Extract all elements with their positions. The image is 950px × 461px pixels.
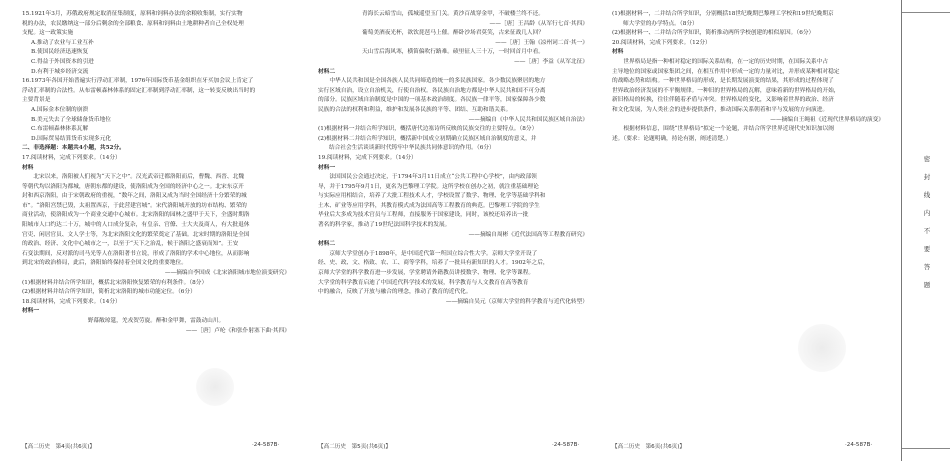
poem-line: 葡萄美酒夜光杯，欲饮琵琶马上催。醉卧沙场君莫笑，古来征战几人回？ xyxy=(362,30,544,37)
q20-material: 和文化发展，为人类社会的进步提供条件，推动国际关系朝着和平与发展的方向演进。 xyxy=(612,106,829,113)
q17-material: 石变法期间，反对派的司马光等人在洛阳著书立说，形成了洛阳的学术中心地位，从而影响 xyxy=(22,250,250,257)
q15-stem: 15.1921年3月，苏俄政府规定取消征集制度，原料和饲料办法的余粮收集制，实行实物 xyxy=(22,11,243,17)
seal-char: 封 xyxy=(923,173,931,181)
q16-stem: 16.1973年各国开始普遍实行浮动汇率制，1976年国际货币基金组织在牙买加会议上肯定了 xyxy=(22,78,254,85)
poem-source: ——［唐］王翰《凉州词二首·其一》 xyxy=(495,39,588,46)
material-label: 材料一 xyxy=(22,308,40,315)
poem-line: 野幕敞琼筵，羌戎贺劳旋。醉和金甲舞，雷鼓动山川。 xyxy=(87,318,225,324)
q20-material: 世界格局是指一种相对稳定的国际关系结构，在一定的历史时期，在国际关系中占 xyxy=(612,58,829,65)
q18-material: 的部分。民族区域自治制度是中国的一项基本政治制度。各民族一律平等，国家保障各少数 xyxy=(318,97,546,104)
watermark-stamp xyxy=(798,324,846,372)
q17-material: 等朝代均以洛阳为都城，唐朝东都的建设，使洛阳成为全国的经济中心之一。北宋东京开 xyxy=(22,183,244,190)
q20-task: 述。（要求：论题明确，持论有据，阐述清楚。） xyxy=(612,135,732,142)
q19-part-2: (2)根据材料一、二并结合所学知识，简析推动两所学校创建的相似原因。（6分） xyxy=(612,30,815,37)
q19-material: 导，并于1795年9月1日，更名为巴黎理工学院。这所学校在创办之初，就注重基础理论 xyxy=(318,183,539,190)
material-label: 材料 xyxy=(22,164,34,171)
page-footer-code: ·24-587B· xyxy=(845,442,873,448)
q18-part-1: (1)根据材料一并结合所学知识，概括唐代边塞诗所反映的民族交往的主要特点。（8分） xyxy=(318,126,538,133)
page-4-column xyxy=(22,10,290,336)
page-footer-left: 【高二历史 第5页(共6页)】 xyxy=(318,444,392,450)
q15-option-a: A.推动了农业与工业互补 xyxy=(31,39,94,46)
sidebar-rule xyxy=(902,448,950,449)
poem-line: 青海长云暗雪山，孤城遥望玉门关。黄沙百战穿金甲，不破楼兰终不还。 xyxy=(362,11,544,17)
q19-material: 大学堂的科学教育启迪了中国近代科学技术的发展，科学教育与人文教育在高等教育 xyxy=(318,279,529,286)
q17-part-2: (2)根据材料并结合所学知识，简析北宋洛阳的城市功能定位。（6分） xyxy=(22,289,196,296)
q16-option-c: C.布雷顿森林体系瓦解 xyxy=(31,126,89,133)
q17-material: 市”。“洛阳宫禁已毁，太祖置西京，于此营建宫城”。宋代洛阳城开放的坊市结构、繁荣的 xyxy=(22,202,247,209)
seal-line-notice xyxy=(919,150,935,294)
q20-material: 世界政治经济发展的不平衡规律。一种旧的世界格局的瓦解，意味着新的世界格局的开始， xyxy=(612,87,840,94)
q17-part-1: (1)根据材料并结合所学知识，概括北宋洛阳恢复繁荣的有利条件。（8分） xyxy=(22,279,208,286)
q18-source: ——摘编自《中华人民共和国民族区域自治法》 xyxy=(468,116,588,123)
seal-char: 密 xyxy=(923,155,931,163)
q18-part-2: 结合社会生活谈谈新时代铸牢中华民族共同体意识的作用。（6分） xyxy=(329,145,495,152)
material-label: 材料二 xyxy=(318,241,336,248)
q17-source: ——摘编自李国成《北宋洛阳城市地位演变研究》 xyxy=(164,270,290,277)
q19-part-1: 师大学堂的办学特点。（8分） xyxy=(623,20,698,27)
q19-source: ——摘编自周彬《近代法国高等工程教育研究》 xyxy=(468,231,588,238)
q19-material: 经、史、政、文、格致、农、工、商等学科，培养了一批具有新知识的人才。1902年之后， xyxy=(318,260,549,267)
material-label: 材料一 xyxy=(318,164,336,171)
q20-material: 的战略态势和结构。一种世界格局的形成，是长期发展演变的结果，其形成的过程体现了 xyxy=(612,78,834,85)
q19-part-1: (1)根据材料一，二并结合所学知识，分别概括18世纪晚期巴黎理工学校和19世纪晚期京 xyxy=(612,11,834,17)
q17-material: 的政治、经济、文化中心城市之一，以至于“天下之治乱，候于洛阳之盛衰而知”。王安 xyxy=(22,241,239,248)
poem-source: ——［唐］王昌龄《从军行七首·其四》 xyxy=(489,20,588,27)
section-heading: 二、非选择题：本题共4小题，共52分。 xyxy=(22,145,125,152)
q17-stem: 17.阅读材料，完成下列要求。（14分） xyxy=(22,154,121,161)
q18-material: 实行区域自治，设立自治机关，行使自治权。各民族自治地方都是中华人民共和国不可分离 xyxy=(318,87,546,94)
seal-char: 题 xyxy=(923,281,931,289)
q17-material: 封和西京洛阳，由于宋朝政府的重视，“数年之间，洛阳又成为当时全国经济十分繁荣的城 xyxy=(22,193,247,200)
q19-material: 京师大学堂创办于1898年，是中国近代第一所国立综合性大学。京师大学堂开设了 xyxy=(318,250,538,257)
seal-char: 线 xyxy=(923,191,931,199)
q16-option-b: B.美元失去了全球储备货币地位 xyxy=(31,116,111,123)
seal-line-sidebar xyxy=(901,0,950,461)
q19-material: 法国国民公会通过决定，于1794年3月11日成立“公共工程中心学校”，由内政部领 xyxy=(318,174,537,181)
seal-char: 答 xyxy=(923,263,931,271)
poem-line: 天山雪后海风寒，横笛偏吹行路难。碛里征人三十万，一时回首月中看。 xyxy=(362,49,544,56)
q19-material: 京师大学堂的科学教育进一步发展，学堂聘请外籍教员讲授数学、物理、化学等课程。 xyxy=(318,270,535,277)
q20-material: 主导地位的国家或国家集团之间，在相互作用中形成一定的力量对比，并形成某种相对稳定 xyxy=(612,68,840,75)
q15-option-d: D.有利于城乡经济交流 xyxy=(31,68,89,75)
poem-source: ——［唐］李益《从军北征》 xyxy=(514,58,588,65)
seal-char: 要 xyxy=(923,245,931,253)
page-6-column xyxy=(612,10,884,144)
watermark-stamp xyxy=(196,368,234,406)
q19-material: 毕业后大多成为技术官员与工程师，直接服务于国家建设，同时，该校还培养出一批 xyxy=(318,212,529,219)
sidebar-rule xyxy=(902,12,950,13)
q19-source: ——摘编自吴元（京师大学堂的科学教育与近代化转型） xyxy=(445,298,588,305)
q20-stem: 20.阅读材料，完成下列要求。（12分） xyxy=(612,39,711,46)
seal-char: 内 xyxy=(923,209,931,217)
q18-part-2: (2)根据材料二并结合所学知识，概括新中国成立初期确立民族区域自治制度的意义，并 xyxy=(318,135,537,142)
q15-option-c: C.得益于外国资本的引进 xyxy=(31,58,94,65)
page-footer-code: ·24-587B· xyxy=(252,442,280,448)
seal-char: 不 xyxy=(923,227,931,235)
q16-stem: 主要背景是 xyxy=(22,97,51,104)
page-footer-code: ·24-587B· xyxy=(552,442,580,448)
q19-stem: 19.阅读材料，完成下列要求。（14分） xyxy=(318,154,417,161)
q20-material: 新旧格局的转换，往往伴随着矛盾与冲突。世界格局的变化，又影响着世界的政治、经济 xyxy=(612,97,834,104)
page-footer-left: 【高二历史 第4页(共6页)】 xyxy=(22,444,96,450)
q20-task: 根据材料信息，围绕“世界格局”拟定一个论题，并结合所学世界近现代史知识加以阐 xyxy=(612,126,834,133)
q15-stem: 支配。这一政策实施 xyxy=(22,30,74,37)
q17-material: 阳城市人口约达二十万，城中的人口成分复杂，有皇亲、官僚、士大夫及商人，有大批退休 xyxy=(22,222,250,229)
q19-material: 土木、矿业等应用学科，其教育模式成为法国高等工程教育的典范。巴黎理工学院的学生 xyxy=(318,202,540,209)
q19-material: 与实际应用相结合，培养了大批工程技术人才，学校设置了数学、物理、化学等基础学科和 xyxy=(318,193,546,200)
q17-material: 到北宋的政治格局，此后，洛阳始终保持着全国文化的重要地位。 xyxy=(22,260,187,267)
q15-stem: 税的办法，农民缴纳这一部分后剩余的全部粮食、原料和饲料由土地耕种者自己全权处理 xyxy=(22,20,244,27)
page-footer-left: 【高二历史 第6页(共6页)】 xyxy=(612,444,686,450)
q17-material: 官吏、闲居官员、文人学士等，为北宋洛阳文化的繁荣奠定了基础。北宋时期的洛阳是全国 xyxy=(22,231,250,238)
q19-material: 中的融合，反映了开放与融合的理念，推动了教育的近代化。 xyxy=(318,289,472,296)
poem-source: ——［唐］卢纶《和张仆射塞下曲·其四》 xyxy=(185,327,290,334)
q20-source: ——摘编自王绳祖《近现代世界格局的演变》 xyxy=(770,116,884,123)
q16-stem: 浮动汇率制的合法性。从布雷顿森林体系的固定汇率制到浮动汇率制，这一转变反映出当时的 xyxy=(22,87,256,94)
q19-material: 著名的科学家，推动了19世纪法国科学技术的发展。 xyxy=(318,222,451,229)
q16-option-d: D.国际贸易结算货币实现多元化 xyxy=(31,135,112,142)
q18-material: 民族的合法的权利和利益，维护和发展各民族的平等、团结、互助和谐关系。 xyxy=(318,106,512,113)
q15-option-b: B.使国民经济迅速恢复 xyxy=(31,49,89,56)
q18-material: 中华人民共和国是全国各族人民共同缔造的统一的多民族国家。各少数民族聚居的地方 xyxy=(318,78,546,85)
q18-stem: 18.阅读材料，完成下列要求。（14分） xyxy=(22,298,121,305)
q17-material: 商业活动，使洛阳成为一个商业交通中心城市。北宋洛阳的园林之盛甲于天下，全盛时期洛 xyxy=(22,212,250,219)
q16-option-a: A.国际金本位制的崩溃 xyxy=(31,106,89,113)
material-label: 材料 xyxy=(612,49,624,56)
page-5-column xyxy=(318,10,588,307)
material-label: 材料二 xyxy=(318,68,336,75)
q17-material: 北宋以来，洛阳被人们视为“天下之中”。汉光武帝迁都洛阳而后，曹魏、西晋、北魏 xyxy=(22,174,244,181)
